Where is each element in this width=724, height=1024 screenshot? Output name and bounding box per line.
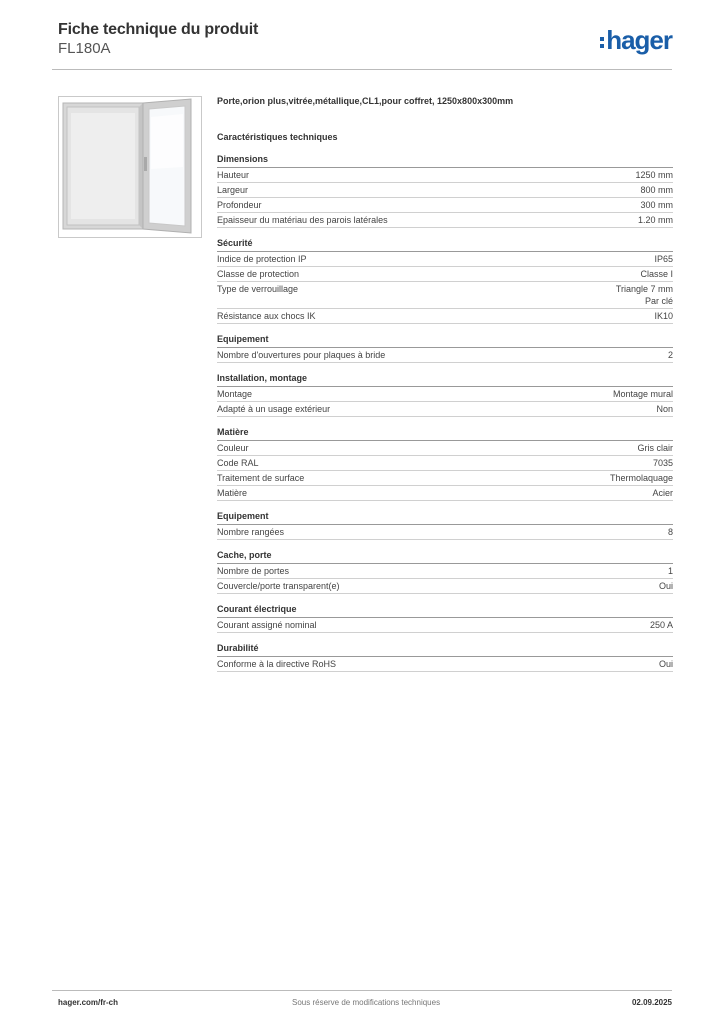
- spec-row: [217, 198, 673, 213]
- specs-heading: Caractéristiques techniques: [217, 132, 338, 142]
- spec-value: 1: [667, 566, 673, 576]
- header-divider: [52, 69, 672, 70]
- spec-label: Conforme à la directive RoHS: [217, 659, 337, 669]
- spec-group: [217, 642, 673, 672]
- spec-label: Couleur: [217, 443, 249, 453]
- spec-label: Nombre rangées: [217, 527, 285, 537]
- spec-label: Nombre de portes: [217, 566, 290, 576]
- spec-label: Nombre d'ouvertures pour plaques à bride: [217, 350, 386, 360]
- spec-group-title: Equipement: [217, 333, 673, 348]
- spec-label: Couvercle/porte transparent(e): [217, 581, 340, 591]
- spec-row: [217, 618, 673, 633]
- spec-group-title: Courant électrique: [217, 603, 673, 618]
- spec-row: [217, 213, 673, 228]
- document-title: Fiche technique du produit: [58, 21, 259, 38]
- spec-row: [217, 441, 673, 456]
- spec-label: Largeur: [217, 185, 249, 195]
- spec-value: Oui: [658, 581, 673, 591]
- spec-label: Traitement de surface: [217, 473, 305, 483]
- spec-group-title: Sécurité: [217, 237, 673, 252]
- spec-group-title: Dimensions: [217, 153, 673, 168]
- spec-value: Non: [656, 404, 673, 414]
- spec-label: Adapté à un usage extérieur: [217, 404, 331, 414]
- spec-label: Matière: [217, 488, 248, 498]
- spec-value: 8: [667, 527, 673, 537]
- spec-row: [217, 402, 673, 417]
- spec-content: [217, 95, 673, 681]
- spec-group: [217, 333, 673, 363]
- spec-value: Oui: [658, 659, 673, 669]
- spec-value: IP65: [654, 254, 673, 264]
- spec-row: [217, 471, 673, 486]
- spec-value: Gris clair: [637, 443, 673, 453]
- hager-logo: [600, 26, 672, 54]
- spec-row: [217, 183, 673, 198]
- spec-label: Courant assigné nominal: [217, 620, 317, 630]
- product-description: Porte,orion plus,vitrée,métallique,CL1,pour coffret, 1250x800x300mm: [217, 96, 514, 106]
- spec-group: [217, 237, 673, 324]
- spec-label: Profondeur: [217, 200, 262, 210]
- spec-group: [217, 549, 673, 594]
- spec-group-title: Matière: [217, 426, 673, 441]
- spec-group-title: Durabilité: [217, 642, 673, 657]
- spec-group-title: Equipement: [217, 510, 673, 525]
- spec-value: IK10: [654, 311, 673, 321]
- spec-label: Indice de protection IP: [217, 254, 307, 264]
- footer-divider: [52, 990, 672, 991]
- spec-value: 7035: [652, 458, 673, 468]
- spec-label: Montage: [217, 389, 253, 399]
- cabinet-image-icon: [59, 97, 201, 237]
- footer-disclaimer: Sous réserve de modifications techniques: [292, 998, 441, 1007]
- spec-group: [217, 426, 673, 501]
- spec-value: Triangle 7 mm Par clé: [615, 284, 673, 306]
- spec-value: 250 A: [649, 620, 673, 630]
- spec-row: [217, 282, 673, 309]
- logo-dots-icon: [600, 37, 604, 48]
- spec-label: Résistance aux chocs IK: [217, 311, 316, 321]
- spec-label: Code RAL: [217, 458, 259, 468]
- spec-group: [217, 510, 673, 540]
- spec-value: 2: [667, 350, 673, 360]
- spec-row: [217, 657, 673, 672]
- logo-text: hager: [606, 25, 672, 55]
- spec-row: [217, 348, 673, 363]
- spec-row: [217, 168, 673, 183]
- spec-group: [217, 153, 673, 228]
- footer-date: 02.09.2025: [631, 998, 672, 1007]
- product-photo: [58, 96, 202, 238]
- spec-group-title: Installation, montage: [217, 372, 673, 387]
- spec-value: Thermolaquage: [609, 473, 673, 483]
- spec-row: [217, 456, 673, 471]
- product-reference: FL180A: [58, 40, 111, 57]
- spec-value: 800 mm: [640, 185, 673, 195]
- spec-value: 300 mm: [640, 200, 673, 210]
- spec-group-title: Cache, porte: [217, 549, 673, 564]
- spec-row: [217, 387, 673, 402]
- spec-value: Montage mural: [612, 389, 673, 399]
- footer-website: hager.com/fr-ch: [58, 998, 119, 1007]
- spec-label: Hauteur: [217, 170, 250, 180]
- spec-group: [217, 372, 673, 417]
- spec-group: [217, 603, 673, 633]
- spec-row: [217, 579, 673, 594]
- spec-row: [217, 309, 673, 324]
- spec-row: [217, 252, 673, 267]
- spec-row: [217, 564, 673, 579]
- document-header: [58, 20, 258, 58]
- spec-label: Classe de protection: [217, 269, 300, 279]
- spec-row: [217, 525, 673, 540]
- spec-groups: [217, 153, 673, 672]
- spec-row: [217, 486, 673, 501]
- spec-label: Type de verrouillage: [217, 284, 299, 294]
- spec-value: Acier: [652, 488, 673, 498]
- spec-value: Classe I: [640, 269, 673, 279]
- spec-value: 1.20 mm: [637, 215, 673, 225]
- spec-row: [217, 267, 673, 282]
- spec-value: 1250 mm: [635, 170, 673, 180]
- spec-label: Epaisseur du matériau des parois latérales: [217, 215, 388, 225]
